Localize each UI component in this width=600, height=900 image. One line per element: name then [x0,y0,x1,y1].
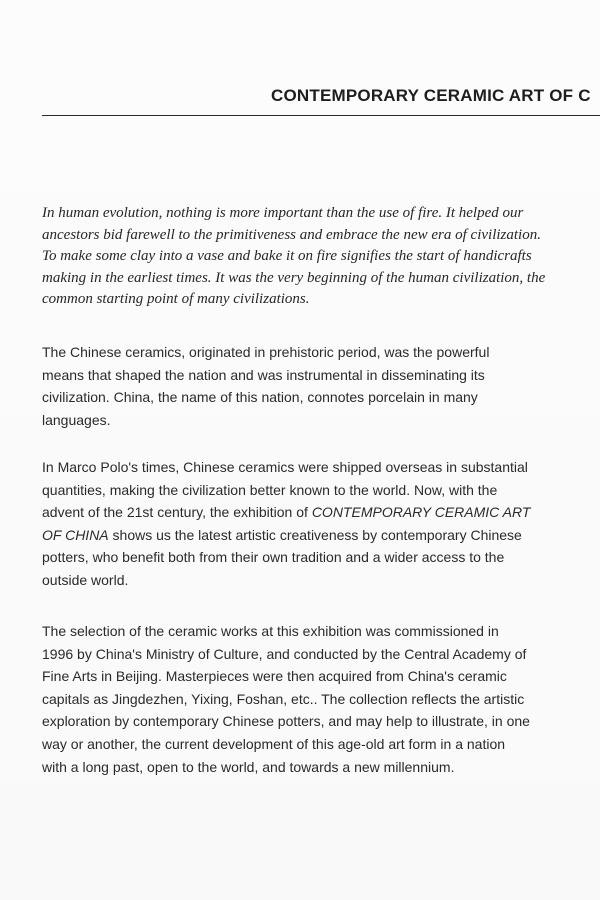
paragraph-line: The Chinese ceramics, originated in prehistoric period, was the powerful [42,344,490,360]
intro-line: ancestors bid farewell to the primitiveness and embrace the new era of civilization. [42,226,541,243]
paragraph-line: exploration by contemporary Chinese potters, and may help to illustrate, in one [42,713,530,730]
body-paragraph-ceramics-origin [42,341,582,431]
running-header-title: CONTEMPORARY CERAMIC ART OF C [271,86,591,105]
paragraph-text: shows us the latest artistic creativeness by contemporary Chinese [108,526,522,543]
intro-paragraph [42,203,582,311]
paragraph-line: Fine Arts in Beijing. Masterpieces were then acquired from China's ceramic [42,668,507,685]
paragraph-line [42,524,582,547]
body-paragraph-selection [42,620,582,778]
paragraph-line: civilization. China, the name of this nation, connotes porcelain in many [42,389,478,406]
paragraph-line: potters, who benefit both from their own tradition and a wider access to the [42,549,505,566]
paragraph-line: way or another, the current development of this age-old art form in a nation [42,735,506,752]
exhibition-title-emphasis: OF CHINA [42,526,109,543]
paragraph-line: quantities, making the civilization better known to the world. Now, with the [42,481,498,498]
paragraph-line: means that shaped the nation and was instrumental in disseminating its [42,366,485,383]
paragraph-line: In Marco Polo's times, Chinese ceramics were shipped overseas in substantial [42,459,528,475]
intro-line: making in the earliest times. It was the very beginning of the human civilization, the [42,269,546,286]
body-paragraph-marco-polo [42,456,582,592]
intro-line: common starting point of many civilizations. [42,291,310,308]
paragraph-line: 1996 by China's Ministry of Culture, and conducted by the Central Academy of [42,645,527,662]
paragraph-line: capitals as Jingdezhen, Yixing, Foshan, etc.. The collection reflects the artistic [42,690,525,707]
paragraph-line: languages. [42,411,111,428]
header-rule [42,115,600,116]
paragraph-line [42,501,582,524]
paragraph-line: The selection of the ceramic works at this exhibition was commissioned in [42,623,499,639]
intro-line: To make some clay into a vase and bake it on fire signifies the start of handicrafts [42,248,532,265]
paragraph-line: with a long past, open to the world, and towards a new millennium. [42,758,455,775]
exhibition-title-emphasis: CONTEMPORARY CERAMIC ART [311,504,531,521]
paragraph-text: advent of the 21st century, the exhibition of [42,504,312,521]
intro-line: In human evolution, nothing is more important than the use of fire. It helped our [42,205,524,221]
paragraph-line: outside world. [42,571,129,588]
